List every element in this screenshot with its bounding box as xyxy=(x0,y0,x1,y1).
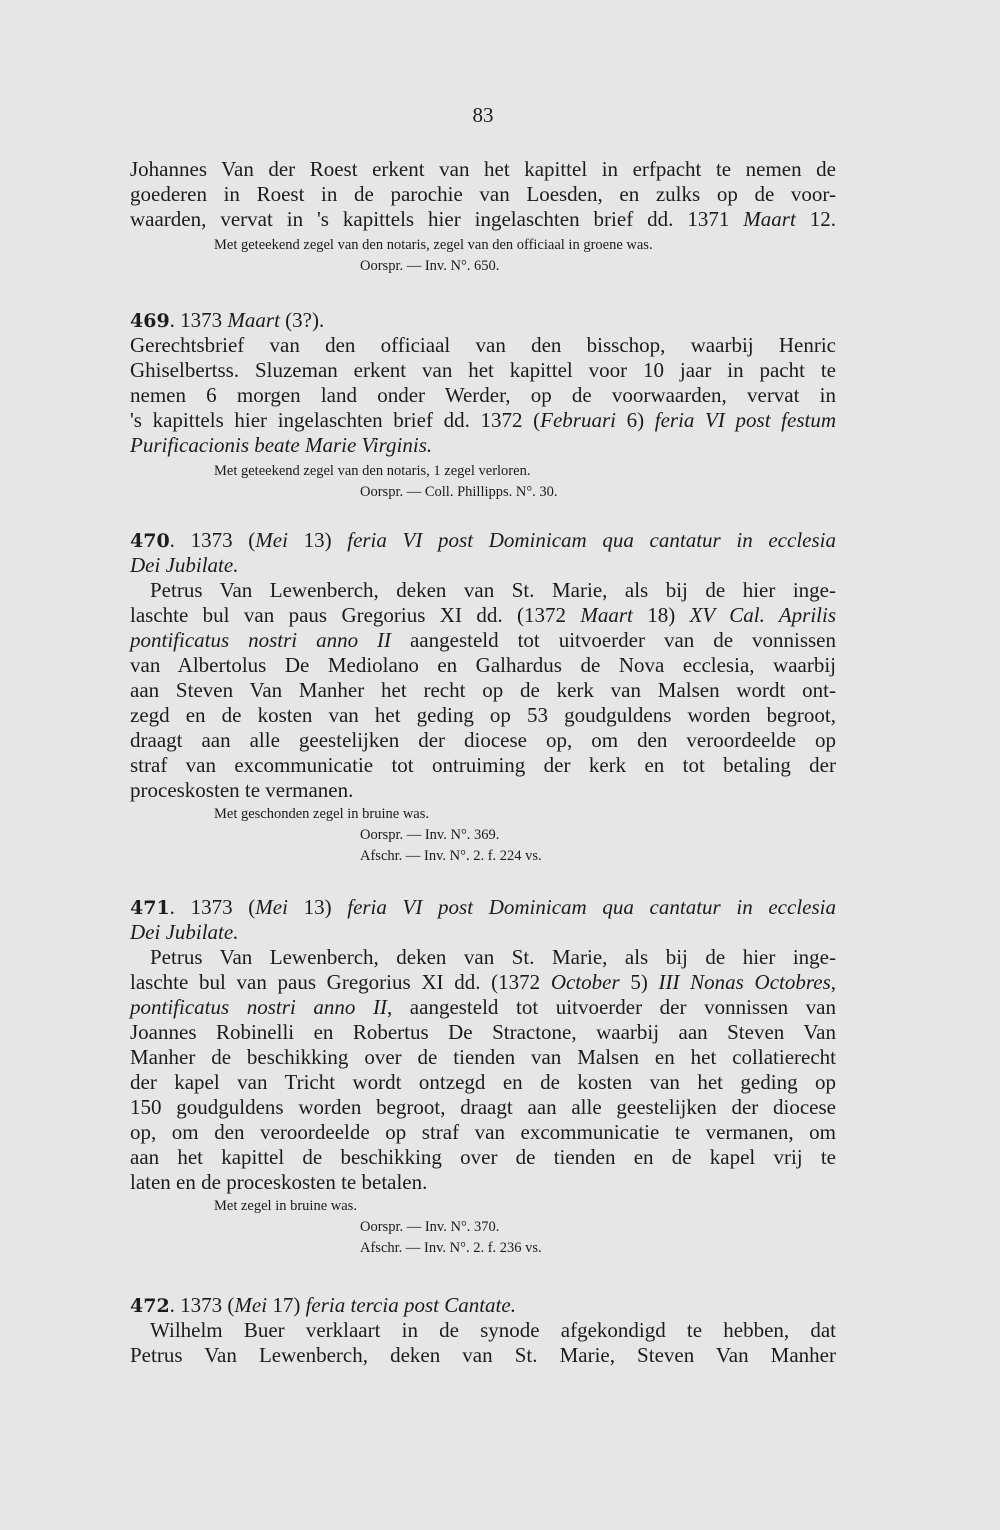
text-line: Petrus Van Lewenberch, deken van St. Marie, als bij de hier inge- xyxy=(150,578,836,602)
text-line: straf van excommunicatie tot ontruiming der kerk en tot betaling der xyxy=(130,753,836,777)
source-note: Afschr. — Inv. N°. 2. f. 224 vs. xyxy=(360,848,542,864)
text-line: goederen in Roest in de parochie van Loesden, en zulks op de voor- xyxy=(130,182,836,206)
text-line: Purificacionis beate Marie Virginis. xyxy=(130,433,433,457)
text-line: nemen 6 morgen land onder Werder, op de voorwaarden, vervat in xyxy=(130,383,836,407)
text-line: laschte bul van paus Gregorius XI dd. (1372 October 5) III Nonas Octobres, xyxy=(130,970,836,994)
text-line: zegd en de kosten van het geding op 53 goudguldens worden begroot, xyxy=(130,703,836,727)
seal-note: Met geteekend zegel van den notaris, 1 zegel verloren. xyxy=(214,463,531,479)
entry-heading: 470. 1373 (Mei 13) feria VI post Dominicam qua cantatur in ecclesia xyxy=(130,528,836,552)
text-line: laschte bul van paus Gregorius XI dd. (1372 Maart 18) XV Cal. Aprilis xyxy=(130,603,836,627)
text-line: waarden, vervat in 's kapittels hier ingelaschten brief dd. 1371 Maart 12. xyxy=(130,207,836,231)
text-line: aan Steven Van Manher het recht op de kerk van Malsen wordt ont- xyxy=(130,678,836,702)
seal-note: Met geschonden zegel in bruine was. xyxy=(214,806,430,822)
text-line: proceskosten te vermanen. xyxy=(130,778,354,802)
text-line: Petrus Van Lewenberch, deken van St. Marie, als bij de hier inge- xyxy=(150,945,836,969)
entry-heading: 471. 1373 (Mei 13) feria VI post Dominicam qua cantatur in ecclesia xyxy=(130,895,836,919)
entry-number: 471 xyxy=(130,897,170,919)
entry-471 xyxy=(130,895,836,1259)
text-line: Wilhelm Buer verklaart in de synode afgekondigd te hebben, dat xyxy=(150,1318,836,1342)
source-note: Afschr. — Inv. N°. 2. f. 236 vs. xyxy=(360,1240,542,1256)
seal-note: Met zegel in bruine was. xyxy=(214,1198,357,1214)
text-line: Johannes Van der Roest erkent van het kapittel in erfpacht te nemen de xyxy=(130,157,836,181)
entry-number: 472 xyxy=(130,1295,170,1317)
text-line: draagt aan alle geestelijken der diocese op, om den veroordeelde op xyxy=(130,728,836,752)
seal-note: Met geteekend zegel van den notaris, zegel van den officiaal in groene was. xyxy=(214,237,653,253)
text-line: Joannes Robinelli en Robertus De Stractone, waarbij aan Steven Van xyxy=(130,1020,836,1044)
entry-heading: 472. 1373 (Mei 17) feria tercia post Cantate. xyxy=(130,1293,516,1317)
text-line: Dei Jubilate. xyxy=(130,553,239,577)
text-line: Ghiselbertss. Sluzeman erkent van het kapittel voor 10 jaar in pacht te xyxy=(130,358,836,382)
text-line: der kapel van Tricht wordt ontzegd en de kosten van het geding op xyxy=(130,1070,836,1094)
entry-number: 469 xyxy=(130,310,170,332)
text-line: 150 goudguldens worden begroot, draagt aan alle geestelijken der diocese xyxy=(130,1095,836,1119)
entry-470 xyxy=(130,528,836,867)
source-note: Oorspr. — Inv. N°. 369. xyxy=(360,827,500,843)
page-number: 83 xyxy=(472,103,494,127)
text-line: Dei Jubilate. xyxy=(130,920,239,944)
text-line: pontificatus nostri anno II aangesteld tot uitvoerder van de vonnissen xyxy=(130,628,836,652)
prev-entry xyxy=(130,157,836,277)
text-line: laten en de proceskosten te betalen. xyxy=(130,1170,428,1194)
entry-number: 470 xyxy=(130,530,170,552)
entry-469 xyxy=(130,308,836,503)
source-note: Oorspr. — Coll. Phillipps. N°. 30. xyxy=(360,484,558,500)
source-note: Oorspr. — Inv. N°. 650. xyxy=(360,258,500,274)
text-line: aan het kapittel de beschikking over de tienden en de kapel vrij te xyxy=(130,1145,836,1169)
text-line: 's kapittels hier ingelaschten brief dd. 1372 (Februari 6) feria VI post festum xyxy=(130,408,837,432)
entry-472 xyxy=(130,1293,836,1368)
text-line: Manher de beschikking over de tienden van Malsen en het collatierecht xyxy=(130,1045,836,1069)
text-line: Gerechtsbrief van den officiaal van den bisschop, waarbij Henric xyxy=(130,333,836,357)
text-line: pontificatus nostri anno II, aangesteld tot uitvoerder der vonnissen van xyxy=(130,995,836,1019)
entry-heading: 469. 1373 Maart (3?). xyxy=(130,308,325,332)
page-body xyxy=(130,0,836,1530)
text-line: op, om den veroordeelde op straf van excommunicatie te vermanen, om xyxy=(130,1120,836,1144)
text-line: Petrus Van Lewenberch, deken van St. Marie, Steven Van Manher xyxy=(130,1343,836,1367)
source-note: Oorspr. — Inv. N°. 370. xyxy=(360,1219,500,1235)
text-line: van Albertolus De Mediolano en Galhardus de Nova ecclesia, waarbij xyxy=(130,653,836,677)
